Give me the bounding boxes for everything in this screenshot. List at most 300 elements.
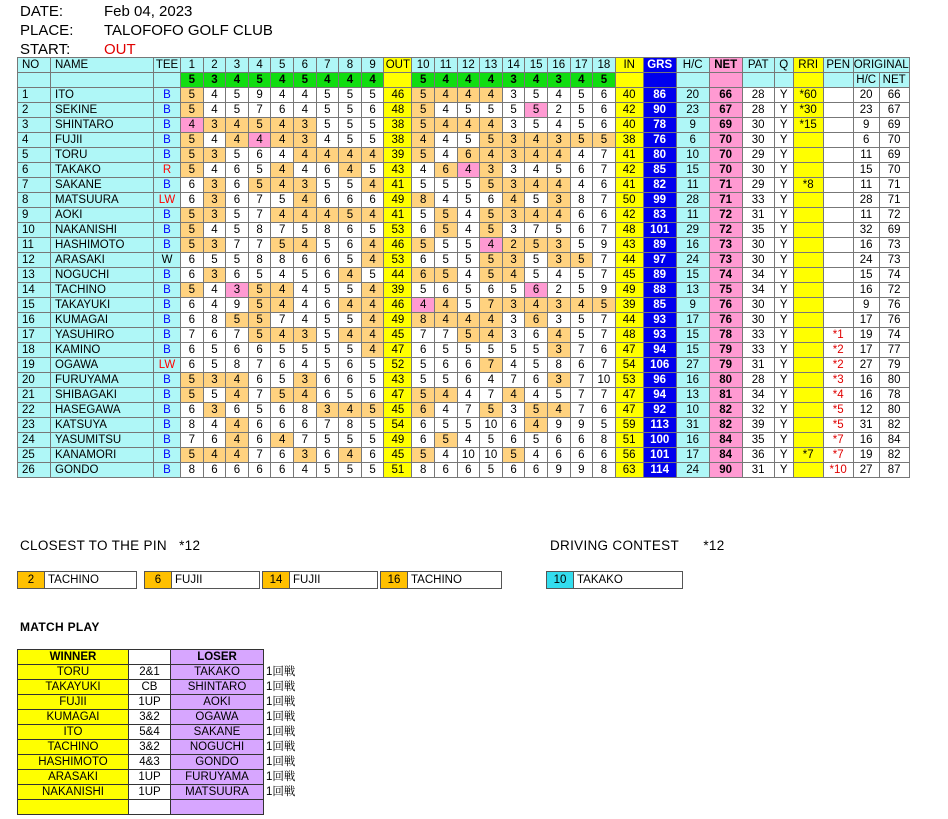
player-name: FURUYAMA [51, 373, 154, 388]
hole-score: 4 [339, 148, 362, 163]
hole-score: 4 [293, 358, 316, 373]
closest-name: FUJII [175, 574, 203, 586]
start-value: OUT [104, 41, 136, 58]
date-line [20, 3, 192, 21]
hole-score: 7 [248, 388, 271, 403]
player-tee: B [154, 463, 181, 478]
handicap: 16 [676, 433, 709, 448]
hole-score: 3 [547, 253, 570, 268]
hole-score: 4 [181, 118, 204, 133]
in-total: 63 [615, 463, 643, 478]
hole-score: 5 [339, 118, 362, 133]
hole-score: 5 [181, 88, 204, 103]
hole-score: 5 [316, 328, 339, 343]
hole-score: 5 [502, 283, 525, 298]
player-number: 19 [18, 358, 51, 373]
hole-score: 6 [593, 118, 616, 133]
hole-score: 4 [226, 388, 249, 403]
hole-score: 7 [480, 388, 503, 403]
hole-score: 6 [339, 358, 362, 373]
penalty: *7 [823, 433, 853, 448]
qualify: Y [774, 163, 793, 178]
hole-score: 6 [457, 463, 480, 478]
match-result: CB [129, 680, 171, 695]
hole-score: 5 [457, 178, 480, 193]
closest-box-2 [144, 571, 260, 589]
original-hc: 19 [853, 448, 879, 463]
hole-score: 5 [339, 388, 362, 403]
player-row [18, 268, 910, 283]
hole-score: 5 [248, 298, 271, 313]
par-out [384, 73, 412, 88]
hole-score: 6 [339, 223, 362, 238]
hole-score: 5 [316, 283, 339, 298]
original-net: 69 [879, 148, 909, 163]
player-row [18, 223, 910, 238]
original-hc: 17 [853, 313, 879, 328]
match-winner: NAKANISHI [18, 785, 129, 800]
putts: 28 [742, 103, 774, 118]
hole-score: 5 [316, 358, 339, 373]
hole-score: 8 [293, 403, 316, 418]
qualify: Y [774, 388, 793, 403]
out-total: 38 [384, 118, 412, 133]
hole-score: 6 [547, 448, 570, 463]
putts: 29 [742, 178, 774, 193]
hole-score: 6 [271, 463, 294, 478]
gross-score: 94 [643, 343, 676, 358]
out-total: 52 [384, 358, 412, 373]
gross-score: 89 [643, 268, 676, 283]
hole-score: 6 [593, 88, 616, 103]
hole-score: 6 [339, 193, 362, 208]
hole-score: 6 [226, 403, 249, 418]
hole-score: 5 [412, 103, 435, 118]
hole-score: 5 [293, 343, 316, 358]
player-tee: R [154, 163, 181, 178]
hole-score: 6 [570, 163, 593, 178]
out-total: 51 [384, 463, 412, 478]
hole-score: 3 [502, 88, 525, 103]
par-spacer [676, 73, 709, 88]
hole-score: 5 [525, 358, 548, 373]
putts: 34 [742, 283, 774, 298]
hole-score: 3 [293, 448, 316, 463]
hole-score: 4 [525, 133, 548, 148]
place-line [20, 22, 273, 40]
net-score: 72 [709, 208, 742, 223]
hole-score: 5 [502, 343, 525, 358]
hole-score: 7 [248, 103, 271, 118]
date-value: Feb 04, 2023 [104, 3, 193, 20]
out-total: 46 [384, 238, 412, 253]
hole-score: 5 [181, 238, 204, 253]
hole-score: 3 [547, 298, 570, 313]
hole-score: 4 [547, 328, 570, 343]
hole-score: 5 [434, 223, 457, 238]
putts: 30 [742, 163, 774, 178]
hole-score: 5 [480, 433, 503, 448]
gross-score: 96 [643, 373, 676, 388]
closest-box-4 [380, 571, 502, 589]
par-spacer [742, 73, 774, 88]
putts: 29 [742, 148, 774, 163]
hole-score: 6 [316, 193, 339, 208]
handicap: 10 [676, 148, 709, 163]
par-value: 4 [525, 73, 548, 88]
hole-score: 7 [593, 313, 616, 328]
net-score: 70 [709, 163, 742, 178]
out-total: 53 [384, 253, 412, 268]
handicap: 28 [676, 193, 709, 208]
player-tee: B [154, 88, 181, 103]
hole-score: 8 [248, 253, 271, 268]
par-value: 4 [316, 73, 339, 88]
hole-score: 4 [480, 148, 503, 163]
penalty [823, 118, 853, 133]
closest-name: TACHINO [411, 574, 462, 586]
score-header [129, 650, 171, 665]
in-total: 50 [615, 193, 643, 208]
handicap: 31 [676, 418, 709, 433]
match-header-row [18, 650, 307, 665]
hole-score: 6 [570, 448, 593, 463]
in-total: 40 [615, 88, 643, 103]
original-net: 82 [879, 448, 909, 463]
hole-score: 5 [361, 118, 384, 133]
qualify: Y [774, 373, 793, 388]
player-name: AOKI [51, 208, 154, 223]
hole-score: 4 [226, 373, 249, 388]
hole-score: 5 [361, 358, 384, 373]
out-total: 54 [384, 418, 412, 433]
par-value: 4 [480, 73, 503, 88]
hole-score: 6 [412, 253, 435, 268]
hole-score: 6 [480, 283, 503, 298]
player-tee: B [154, 373, 181, 388]
net-score: 79 [709, 358, 742, 373]
hole-score: 6 [339, 238, 362, 253]
hole-score: 7 [271, 223, 294, 238]
match-loser: SHINTARO [171, 680, 264, 695]
hole-score: 5 [361, 418, 384, 433]
player-tee: B [154, 178, 181, 193]
hole-score: 6 [361, 193, 384, 208]
hole-score: 7 [226, 328, 249, 343]
net-score: 76 [709, 313, 742, 328]
hole-score: 4 [434, 133, 457, 148]
in-total: 54 [615, 358, 643, 373]
player-name: KATSUYA [51, 418, 154, 433]
hole-score: 5 [434, 208, 457, 223]
hole-score: 8 [412, 193, 435, 208]
par-value: 4 [570, 73, 593, 88]
closest-title-line [20, 538, 200, 553]
player-number: 25 [18, 448, 51, 463]
hole-score: 6 [593, 178, 616, 193]
hole-score: 5 [181, 388, 204, 403]
hole-score: 4 [525, 448, 548, 463]
hole-score: 5 [316, 178, 339, 193]
out-total: 43 [384, 373, 412, 388]
handicap: 9 [676, 118, 709, 133]
hole-score: 4 [271, 88, 294, 103]
player-number: 12 [18, 253, 51, 268]
gross-score: 114 [643, 463, 676, 478]
hole-score: 4 [457, 88, 480, 103]
qualify: Y [774, 238, 793, 253]
handicap: 20 [676, 88, 709, 103]
hole-score: 6 [181, 298, 204, 313]
column-header: NAME [51, 58, 154, 73]
player-number: 23 [18, 418, 51, 433]
gross-score: 97 [643, 253, 676, 268]
original-hc: 16 [853, 238, 879, 253]
hole-score: 4 [434, 88, 457, 103]
hole-score: 3 [293, 178, 316, 193]
column-header: 10 [412, 58, 435, 73]
handicap: 13 [676, 283, 709, 298]
rri-value: *30 [793, 103, 823, 118]
handicap: 29 [676, 223, 709, 238]
hole-score: 6 [316, 163, 339, 178]
loser-header: LOSER [171, 650, 264, 665]
match-result: 2&1 [129, 665, 171, 680]
putts: 35 [742, 433, 774, 448]
net-score: 73 [709, 238, 742, 253]
hole-score: 3 [293, 133, 316, 148]
hole-score: 5 [293, 223, 316, 238]
hole-score: 3 [203, 268, 226, 283]
par-spacer [823, 73, 853, 88]
player-tee: B [154, 238, 181, 253]
par-value: 4 [434, 73, 457, 88]
in-total: 39 [615, 298, 643, 313]
column-header: 12 [457, 58, 480, 73]
original-hc: 16 [853, 373, 879, 388]
player-name: HASHIMOTO [51, 238, 154, 253]
putts: 30 [742, 133, 774, 148]
column-header: IN [615, 58, 643, 73]
original-net: 66 [879, 88, 909, 103]
putts: 34 [742, 268, 774, 283]
match-round: 1回戦 [266, 666, 296, 678]
hole-score: 5 [480, 208, 503, 223]
par-value: 5 [181, 73, 204, 88]
out-total: 48 [384, 103, 412, 118]
hole-score: 6 [271, 403, 294, 418]
hole-score: 5 [316, 433, 339, 448]
hole-score: 5 [361, 433, 384, 448]
par-spacer [18, 73, 51, 88]
hole-score: 4 [361, 343, 384, 358]
handicap: 15 [676, 163, 709, 178]
penalty [823, 268, 853, 283]
rri-value [793, 403, 823, 418]
hole-score: 5 [412, 148, 435, 163]
player-name: ARASAKI [51, 253, 154, 268]
out-total: 45 [384, 403, 412, 418]
gross-score: 85 [643, 163, 676, 178]
hole-score: 5 [434, 433, 457, 448]
hole-score: 4 [226, 433, 249, 448]
rri-value [793, 253, 823, 268]
gross-score: 83 [643, 208, 676, 223]
qualify: Y [774, 208, 793, 223]
gross-score: 92 [643, 403, 676, 418]
par-value: 3 [547, 73, 570, 88]
original-net: 71 [879, 193, 909, 208]
hole-score: 3 [502, 328, 525, 343]
hole-score: 5 [547, 223, 570, 238]
putts: 28 [742, 88, 774, 103]
hole-score: 5 [570, 253, 593, 268]
hole-score: 5 [181, 373, 204, 388]
rri-value [793, 208, 823, 223]
original-hc: 32 [853, 223, 879, 238]
gross-score: 76 [643, 133, 676, 148]
hole-score: 4 [361, 178, 384, 193]
hole-score: 7 [181, 328, 204, 343]
hole-score: 3 [203, 208, 226, 223]
par-value: 3 [203, 73, 226, 88]
hole-score: 5 [480, 268, 503, 283]
hole-score: 5 [434, 343, 457, 358]
hole-score: 6 [316, 388, 339, 403]
hole-score: 5 [339, 343, 362, 358]
hole-score: 7 [248, 448, 271, 463]
hole-score: 4 [293, 148, 316, 163]
hole-score: 5 [480, 343, 503, 358]
in-total: 41 [615, 178, 643, 193]
hole-score: 7 [502, 373, 525, 388]
match-row [18, 740, 307, 755]
hole-score: 5 [457, 418, 480, 433]
putts: 33 [742, 343, 774, 358]
hole-score: 4 [271, 133, 294, 148]
in-total: 48 [615, 223, 643, 238]
score-table [17, 57, 910, 478]
hole-score: 4 [547, 208, 570, 223]
hole-score: 5 [339, 253, 362, 268]
hole-score: 7 [480, 358, 503, 373]
hole-score: 5 [525, 238, 548, 253]
hole-score: 5 [547, 388, 570, 403]
out-total: 47 [384, 388, 412, 403]
hole-score: 8 [339, 418, 362, 433]
in-total: 44 [615, 253, 643, 268]
gross-score: 90 [643, 103, 676, 118]
player-tee: B [154, 388, 181, 403]
hole-score: 6 [412, 223, 435, 238]
out-total: 39 [384, 283, 412, 298]
player-name: TAKAKO [51, 163, 154, 178]
hole-score: 3 [547, 193, 570, 208]
player-row [18, 103, 910, 118]
hole-score: 5 [480, 178, 503, 193]
hole-score: 5 [271, 373, 294, 388]
qualify: Y [774, 448, 793, 463]
hole-score: 4 [203, 133, 226, 148]
player-name: HASEGAWA [51, 403, 154, 418]
hole-score: 5 [457, 328, 480, 343]
rri-value [793, 163, 823, 178]
hole-score: 3 [547, 238, 570, 253]
hole-score: 4 [316, 208, 339, 223]
hole-score: 4 [480, 118, 503, 133]
gross-score: 93 [643, 328, 676, 343]
player-name: GONDO [51, 463, 154, 478]
rri-value [793, 388, 823, 403]
hole-score: 5 [412, 178, 435, 193]
putts: 30 [742, 118, 774, 133]
player-tee: B [154, 343, 181, 358]
hole-score: 5 [226, 253, 249, 268]
hole-score: 5 [361, 88, 384, 103]
hole-score: 10 [457, 448, 480, 463]
hole-score: 6 [570, 358, 593, 373]
player-number: 21 [18, 388, 51, 403]
match-round: 1回戦 [266, 756, 296, 768]
net-score: 74 [709, 268, 742, 283]
hole-score: 8 [593, 463, 616, 478]
hole-score: 6 [271, 418, 294, 433]
hole-score: 5 [181, 133, 204, 148]
par-in [615, 73, 643, 88]
hole-score: 6 [593, 343, 616, 358]
hole-score: 5 [226, 103, 249, 118]
original-net: 77 [879, 343, 909, 358]
hole-score: 9 [547, 418, 570, 433]
original-net: 80 [879, 373, 909, 388]
gross-score: 100 [643, 433, 676, 448]
net-score: 75 [709, 283, 742, 298]
match-loser: FURUYAMA [171, 770, 264, 785]
hole-score: 8 [271, 253, 294, 268]
column-header: RRI [793, 58, 823, 73]
original-net: 67 [879, 103, 909, 118]
hole-score: 5 [203, 253, 226, 268]
qualify: Y [774, 223, 793, 238]
match-winner: TACHINO [18, 740, 129, 755]
hole-score: 3 [547, 313, 570, 328]
match-round: 1回戦 [266, 726, 296, 738]
hole-score: 6 [181, 178, 204, 193]
hole-score: 5 [412, 448, 435, 463]
hole-score: 4 [547, 88, 570, 103]
hole-score: 4 [434, 118, 457, 133]
hole-score: 6 [248, 433, 271, 448]
rri-value [793, 358, 823, 373]
match-loser: OGAWA [171, 710, 264, 725]
hole-score: 5 [412, 283, 435, 298]
hole-score: 5 [316, 463, 339, 478]
out-total: 45 [384, 448, 412, 463]
hole-score: 5 [316, 238, 339, 253]
hole-score: 6 [593, 208, 616, 223]
hole-score: 7 [593, 328, 616, 343]
column-header: PEN [823, 58, 853, 73]
hole-score: 3 [502, 163, 525, 178]
penalty: *10 [823, 463, 853, 478]
hole-score: 7 [293, 433, 316, 448]
hole-score: 5 [226, 148, 249, 163]
putts: 35 [742, 223, 774, 238]
hole-score: 5 [525, 403, 548, 418]
player-number: 24 [18, 433, 51, 448]
player-name: YASUMITSU [51, 433, 154, 448]
original-hc: 9 [853, 118, 879, 133]
